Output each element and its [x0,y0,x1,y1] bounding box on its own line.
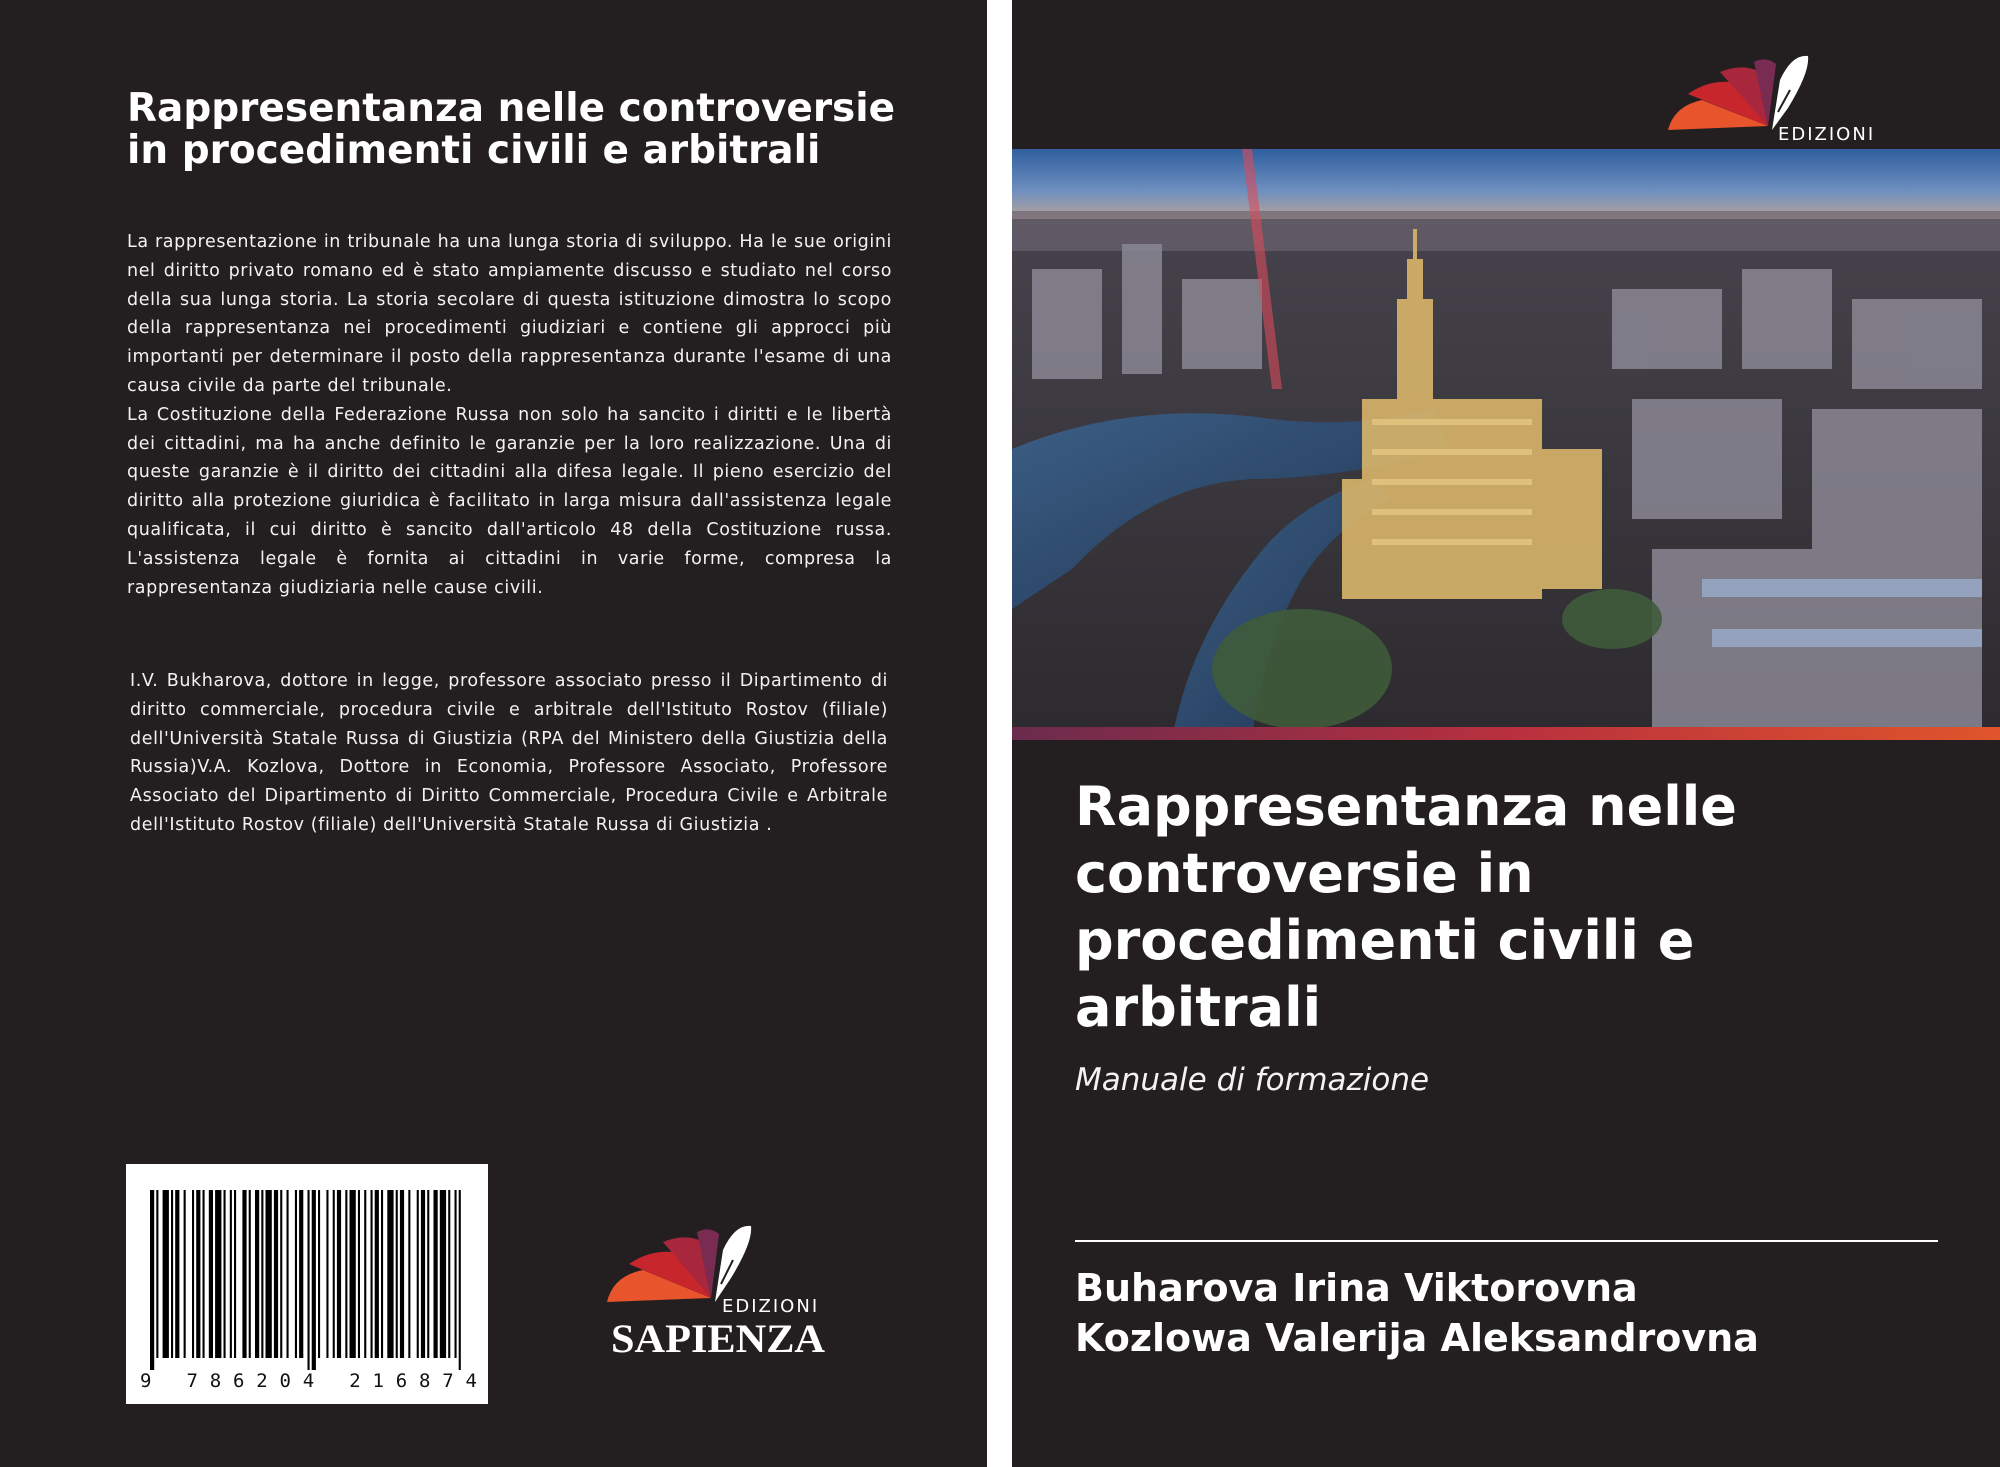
city-aerial-photo [1012,149,2000,740]
logo-edizioni-text: EDIZIONI [722,1296,820,1317]
blurb-paragraph: La Costituzione della Federazione Russa non solo ha sancito i diritti e le libertà dei cittadini, ma ha anche definito le garanzie per la loro realizzazione. Una di queste garanzie è il diritto dei cittadini alla difesa legale. Il pieno esercizio del diritto alla protezione giuridica è facilitato in larga misura dall'assistenza legale qualificata, il cui diritto è sancito dall'articolo 48 della Costituzione russa. L'assistenza legale è fornita ai cittadini in varie forme, compresa la rappresentanza giudiziaria nelle cause civili. [127,404,892,598]
logo-edizioni-text: EDIZIONI [1778,124,1876,145]
isbn-barcode [126,1164,488,1404]
author-name: Buharova Irina Viktorovna [1075,1266,1638,1310]
logo-sapienza-text: SAPIENZA [611,1316,826,1360]
author-divider [1075,1240,1938,1242]
spine-gap [987,0,1012,1467]
front-cover-title: Rappresentanza nelle controversie in procedimenti civili e arbitrali [1075,775,1737,1039]
back-cover [0,0,987,1467]
publisher-logo-back [603,1220,833,1360]
back-cover-title: Rappresentanza nelle controversie in procedimenti civili e arbitrali [127,86,896,173]
front-cover-subtitle: Manuale di formazione [1075,1062,1430,1098]
author-bio: I.V. Bukharova, dottore in legge, professore associato presso il Dipartimento di diritto commerciale, procedura civile e arbitrale dell'Istituto Rostov (filiale) dell'Università Statale Russa di Giustizia (RPA del Ministero della Giustizia della Russia)V.A. Kozlova, Dottore in Economia, Professore Associato, Professore Associato del Dipartimento di Diritto Commerciale, Procedura Civile e Arbitrale dell'Istituto Rostov (filiale) dell'Università Statale Russa di Giustizia . [130,671,888,835]
isbn-digits: 9 786204 216874 [140,1370,477,1392]
blurb-paragraph: La rappresentazione in tribunale ha una lunga storia di sviluppo. Ha le sue origini nel diritto privato romano ed è stato ampiamente discusso e studiato nel corso della sua lunga storia. La storia secolare di questa istituzione dimostra lo scopo della rappresentanza nei procedimenti giudiziari e contiene gli approcci più importanti per determinare il posto della rappresentanza durante l'esame di una causa civile da parte del tribunale. [127,232,892,396]
isbn-number [136,1366,481,1394]
front-cover [1012,0,2000,1467]
author-list [1075,1263,1759,1363]
author-name: Kozlowa Valerija Aleksandrovna [1075,1316,1759,1360]
back-cover-blurb [127,228,892,602]
